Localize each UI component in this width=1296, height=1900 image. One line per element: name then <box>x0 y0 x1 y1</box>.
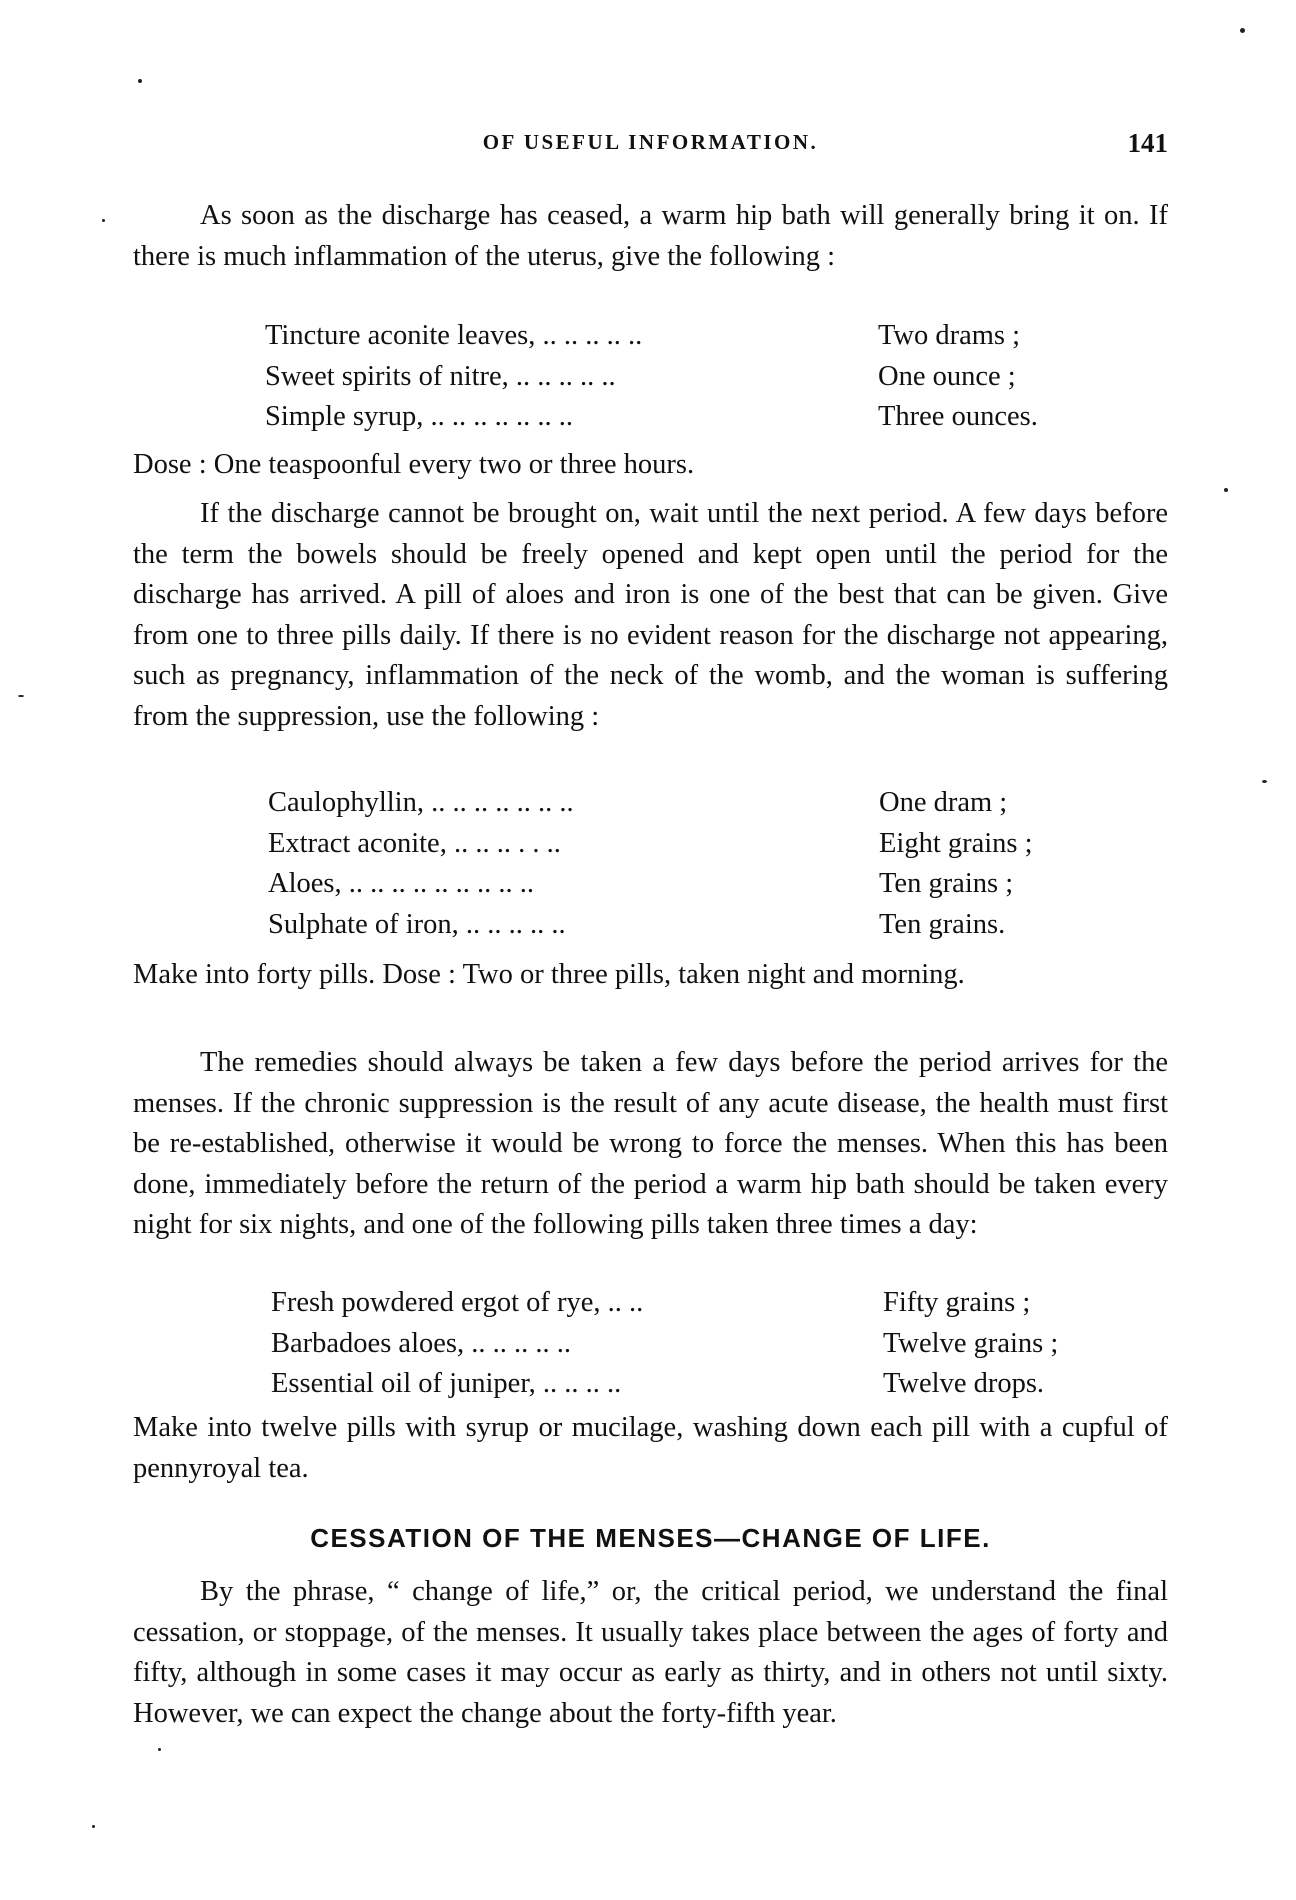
recipe-ingredient: Fresh powdered ergot of rye, .. .. <box>271 1287 644 1318</box>
recipe-row <box>265 397 1038 438</box>
recipe-amount: Ten grains ; <box>879 868 1014 899</box>
scan-speck <box>138 79 142 83</box>
recipe-row <box>271 1283 1058 1324</box>
scan-speck <box>92 1825 95 1828</box>
scan-speck <box>1262 780 1267 783</box>
recipe-3 <box>271 1283 1058 1405</box>
recipe-2 <box>268 783 1033 945</box>
recipe-ingredient: Caulophyllin, .. .. .. .. .. .. .. <box>268 787 574 818</box>
recipe-row <box>268 824 1033 865</box>
dose-line-2: Make into forty pills. Dose : Two or three pills, taken night and morning. <box>133 959 965 990</box>
section-heading: CESSATION OF THE MENSES—CHANGE OF LIFE. <box>310 1523 991 1553</box>
paragraph-3: The remedies should always be taken a few days before the period arrives for the menses. If the chronic suppression is the result of any acute disease, the health must first be re-established, otherwise it would be wrong to force the menses. When this has been done, immediately before the return of the period a warm hip bath should be taken every night for six nights, and one of the following pills taken three times a day: <box>133 1047 1168 1240</box>
recipe-ingredient: Sweet spirits of nitre, .. .. .. .. .. <box>265 360 616 392</box>
scan-speck <box>1240 28 1245 33</box>
recipe-amount: Ten grains. <box>879 908 1006 940</box>
scan-speck <box>158 1748 161 1751</box>
recipe-ingredient: Aloes, .. .. .. .. .. .. .. .. .. <box>268 868 534 899</box>
paragraph-4: By the phrase, “ change of life,” or, the critical period, we understand the final cessation, or stoppage, of the menses. It usually takes place between the ages of forty and fifty, although in some cases it may occur as early as thirty, and in others not until sixty. However, we can expect the change about the forty-fifth year. <box>133 1576 1168 1729</box>
recipe-row <box>265 357 1038 398</box>
paragraph-2: If the discharge cannot be brought on, wait until the next period. A few days before the term the bowels should be freely opened and kept open until the period for the discharge has arrived. A pill of aloes and iron is one of the best that can be given. Give from one to three pills daily. If there is no evident reason for the discharge not appearing, such as pregnancy, inflammation of the neck of the womb, and the woman is suffering from the suppression, use the following : <box>133 498 1168 732</box>
recipe-amount: Twelve grains ; <box>883 1327 1059 1359</box>
running-title: OF USEFUL INFORMATION. <box>482 130 819 154</box>
recipe-amount: Two drams ; <box>878 320 1021 351</box>
recipe-ingredient: Essential oil of juniper, .. .. .. .. <box>271 1368 622 1399</box>
recipe-row <box>271 1324 1058 1365</box>
dose-line-1: Dose : One teaspoonful every two or three hours. <box>133 449 695 480</box>
recipe-ingredient: Simple syrup, .. .. .. .. .. .. .. <box>265 401 573 432</box>
recipe-amount: Eight grains ; <box>879 827 1033 859</box>
recipe-amount: Fifty grains ; <box>883 1287 1031 1318</box>
paragraph-1: As soon as the discharge has ceased, a warm hip bath will generally bring it on. If there is much inflammation of the uterus, give the following : <box>133 200 1168 272</box>
recipe-amount: Twelve drops. <box>883 1368 1045 1399</box>
recipe-row <box>268 783 1033 824</box>
recipe-ingredient: Tincture aconite leaves, .. .. .. .. .. <box>265 320 643 351</box>
recipe-row <box>268 864 1033 905</box>
recipe-1 <box>265 316 1038 438</box>
recipe-amount: Three ounces. <box>878 401 1038 432</box>
recipe-row <box>265 316 1038 357</box>
scan-speck <box>1224 488 1228 492</box>
recipe-ingredient: Extract aconite, .. .. .. . . .. <box>268 827 561 859</box>
recipe-row <box>271 1364 1058 1405</box>
recipe-amount: One dram ; <box>879 787 1008 818</box>
recipe-ingredient: Sulphate of iron, .. .. .. .. .. <box>268 908 566 940</box>
recipe-row <box>268 905 1033 946</box>
recipe-amount: One ounce ; <box>878 360 1016 392</box>
instructions-line-3: Make into twelve pills with syrup or mucilage, washing down each pill with a cupful of pennyroyal tea. <box>133 1412 1168 1484</box>
scan-speck <box>18 695 24 697</box>
scan-speck <box>102 219 105 222</box>
recipe-ingredient: Barbadoes aloes, .. .. .. .. .. <box>271 1327 571 1359</box>
page-number: 141 <box>1127 128 1168 158</box>
running-head <box>133 130 1168 164</box>
